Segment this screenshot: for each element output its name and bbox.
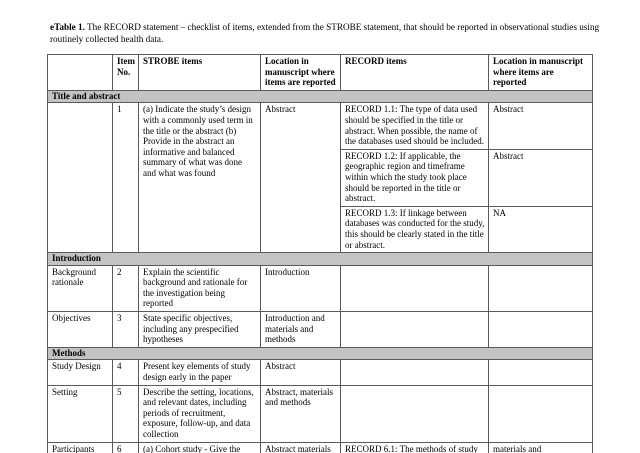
cell-record-item — [341, 312, 489, 348]
cell-record-location-1-2: Abstract — [489, 149, 593, 206]
cell-strobe-location: Abstract — [261, 360, 341, 385]
cell-record-item — [341, 360, 489, 385]
header-strobe-location: Location in manuscript where items are reported — [261, 55, 341, 91]
cell-row-label: Participants — [48, 442, 113, 453]
cell-record-location-1-1: Abstract — [489, 103, 593, 149]
cell-strobe-item: Explain the scientific background and rationale for the investigation being reported — [139, 265, 261, 311]
section-label: Title and abstract — [48, 90, 593, 103]
cell-record-location-1-3: NA — [489, 206, 593, 252]
table-caption-text: The RECORD statement – checklist of items, extended from the STROBE statement, that should be reported in observational studies using routinely collected health data. — [50, 22, 600, 45]
cell-record-item-1-3: RECORD 1.3: If linkage between databases was conducted for the study, this should be clearly stated in the title or abstract. — [341, 206, 489, 252]
table-row — [48, 360, 593, 385]
section-row-title-and-abstract — [48, 90, 593, 103]
cell-record-item-1-2: RECORD 1.2: If applicable, the geographic region and timeframe within which the study took place should be reported in the title or abstract. — [341, 149, 489, 206]
cell-strobe-item: Present key elements of study design early in the paper — [139, 360, 261, 385]
section-label: Introduction — [48, 253, 593, 266]
cell-item-no: 6 — [113, 442, 139, 453]
header-row-label — [48, 55, 113, 91]
cell-record-item: RECORD 6.1: The methods of study — [341, 442, 489, 453]
cell-record-location — [489, 265, 593, 311]
cell-row-label: Background rationale — [48, 265, 113, 311]
cell-strobe-location: Introduction and materials and methods — [261, 312, 341, 348]
cell-strobe-item: (a) Indicate the study’s design with a commonly used term in the title or the abstract (b) Provide in the abstract an informative and balanced summary of what was done and what was found — [139, 103, 261, 253]
header-record-location: Location in manuscript where items are reported — [489, 55, 593, 91]
table-row — [48, 385, 593, 442]
table-row — [48, 103, 593, 149]
table-row — [48, 312, 593, 348]
record-checklist-table — [47, 54, 593, 453]
cell-record-item-1-1: RECORD 1.1: The type of data used should be specified in the title or abstract. When possible, the name of the databases used should be included. — [341, 103, 489, 149]
table-caption-number: eTable 1. — [50, 22, 85, 33]
cell-record-item — [341, 385, 489, 442]
header-item-no: Item No. — [113, 55, 139, 91]
cell-item-no: 3 — [113, 312, 139, 348]
cell-item-no: 5 — [113, 385, 139, 442]
cell-record-location — [489, 312, 593, 348]
cell-row-label — [48, 103, 113, 253]
cell-strobe-item: (a) Cohort study - Give the — [139, 442, 261, 453]
section-row-methods — [48, 347, 593, 360]
cell-strobe-location: Abstract — [261, 103, 341, 253]
cell-row-label: Study Design — [48, 360, 113, 385]
cell-record-item — [341, 265, 489, 311]
section-row-introduction — [48, 253, 593, 266]
cell-strobe-location: Abstract, materials and methods — [261, 385, 341, 442]
cell-item-no: 1 — [113, 103, 139, 253]
cell-record-location — [489, 385, 593, 442]
table-caption — [50, 21, 602, 45]
table-header-row — [48, 55, 593, 91]
cell-record-location: materials and — [489, 442, 593, 453]
cell-row-label: Objectives — [48, 312, 113, 348]
cell-strobe-item: State specific objectives, including any prespecified hypotheses — [139, 312, 261, 348]
cell-strobe-location: Abstract materials — [261, 442, 341, 453]
cell-record-location — [489, 360, 593, 385]
header-record-items: RECORD items — [341, 55, 489, 91]
cell-item-no: 4 — [113, 360, 139, 385]
cell-item-no: 2 — [113, 265, 139, 311]
cell-row-label: Setting — [48, 385, 113, 442]
cell-strobe-item: Describe the setting, locations, and relevant dates, including periods of recruitment, exposure, follow-up, and data collection — [139, 385, 261, 442]
section-label: Methods — [48, 347, 593, 360]
table-row — [48, 265, 593, 311]
cell-strobe-location: Introduction — [261, 265, 341, 311]
header-strobe-items: STROBE items — [139, 55, 261, 91]
table-row-clipped — [48, 442, 593, 453]
